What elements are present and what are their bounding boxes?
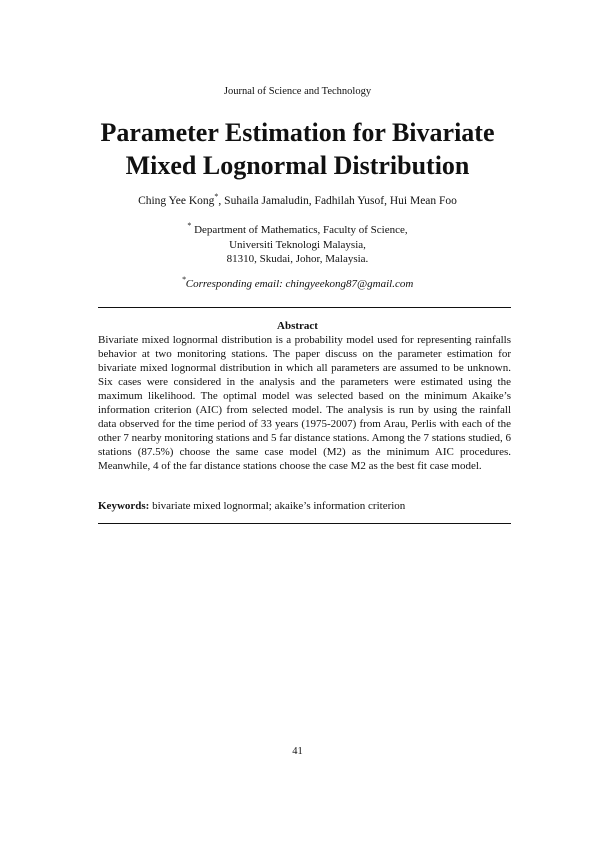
paper-title (60, 116, 535, 182)
abstract-body: Bivariate mixed lognormal distribution is a probability model used for representing rainfalls behavior at two monitoring stations. The paper discuss on the parameter estimation for bivariate mixed lognormal distribution in which all parameters are assumed to be unknown. Six cases were considered in the analysis and the parameters were estimated using the maximum likelihood. The optimal model was selected based on the minimum Akaike’s information criterion (AIC) from selected model. The analysis is run by using the rainfall data observed for the time period of 33 years (1975-2007) from Arau, Perlis with each of the other 7 nearby monitoring stations and 5 far distance stations. Among the 7 stations studied, 6 stations (87.5%) choose the same case model (M2) as the minimum AIC procedures. Meanwhile, 4 of the far distance stations choose the case M2 as the best fit case model. (98, 334, 511, 472)
title-line-1: Parameter Estimation for Bivariate (100, 118, 495, 147)
title-line-2: Mixed Lognormal Distribution (125, 151, 470, 180)
affiliation-line-1: * Department of Mathematics, Faculty of Science, (187, 221, 408, 236)
page-number: 41 (292, 746, 303, 757)
corresponding-email (0, 275, 595, 290)
divider-top (98, 307, 511, 308)
journal-name: Journal of Science and Technology (223, 86, 372, 97)
author-first: Ching Yee Kong (138, 195, 215, 207)
keywords (98, 500, 511, 512)
authors-rest: , Suhaila Jamaludin, Fadhilah Yusof, Hui Mean Foo (218, 195, 457, 207)
email-mark: * (181, 275, 186, 284)
divider-bottom (98, 523, 511, 524)
affiliation (0, 223, 595, 267)
keywords-text: bivariate mixed lognormal; akaike’s information criterion (149, 500, 406, 512)
affiliation-mark: * (187, 221, 192, 230)
keywords-label: Keywords: (98, 500, 150, 512)
author-list (0, 192, 595, 207)
affiliation-line-2: Universiti Teknologi Malaysia, (229, 238, 366, 251)
abstract-heading: Abstract (277, 320, 318, 332)
affiliation-line-3: 81310, Skudai, Johor, Malaysia. (226, 253, 369, 265)
email-text: Corresponding email: chingyeekong87@gmail.com (185, 278, 414, 290)
author-corresponding-mark: * (214, 192, 219, 201)
